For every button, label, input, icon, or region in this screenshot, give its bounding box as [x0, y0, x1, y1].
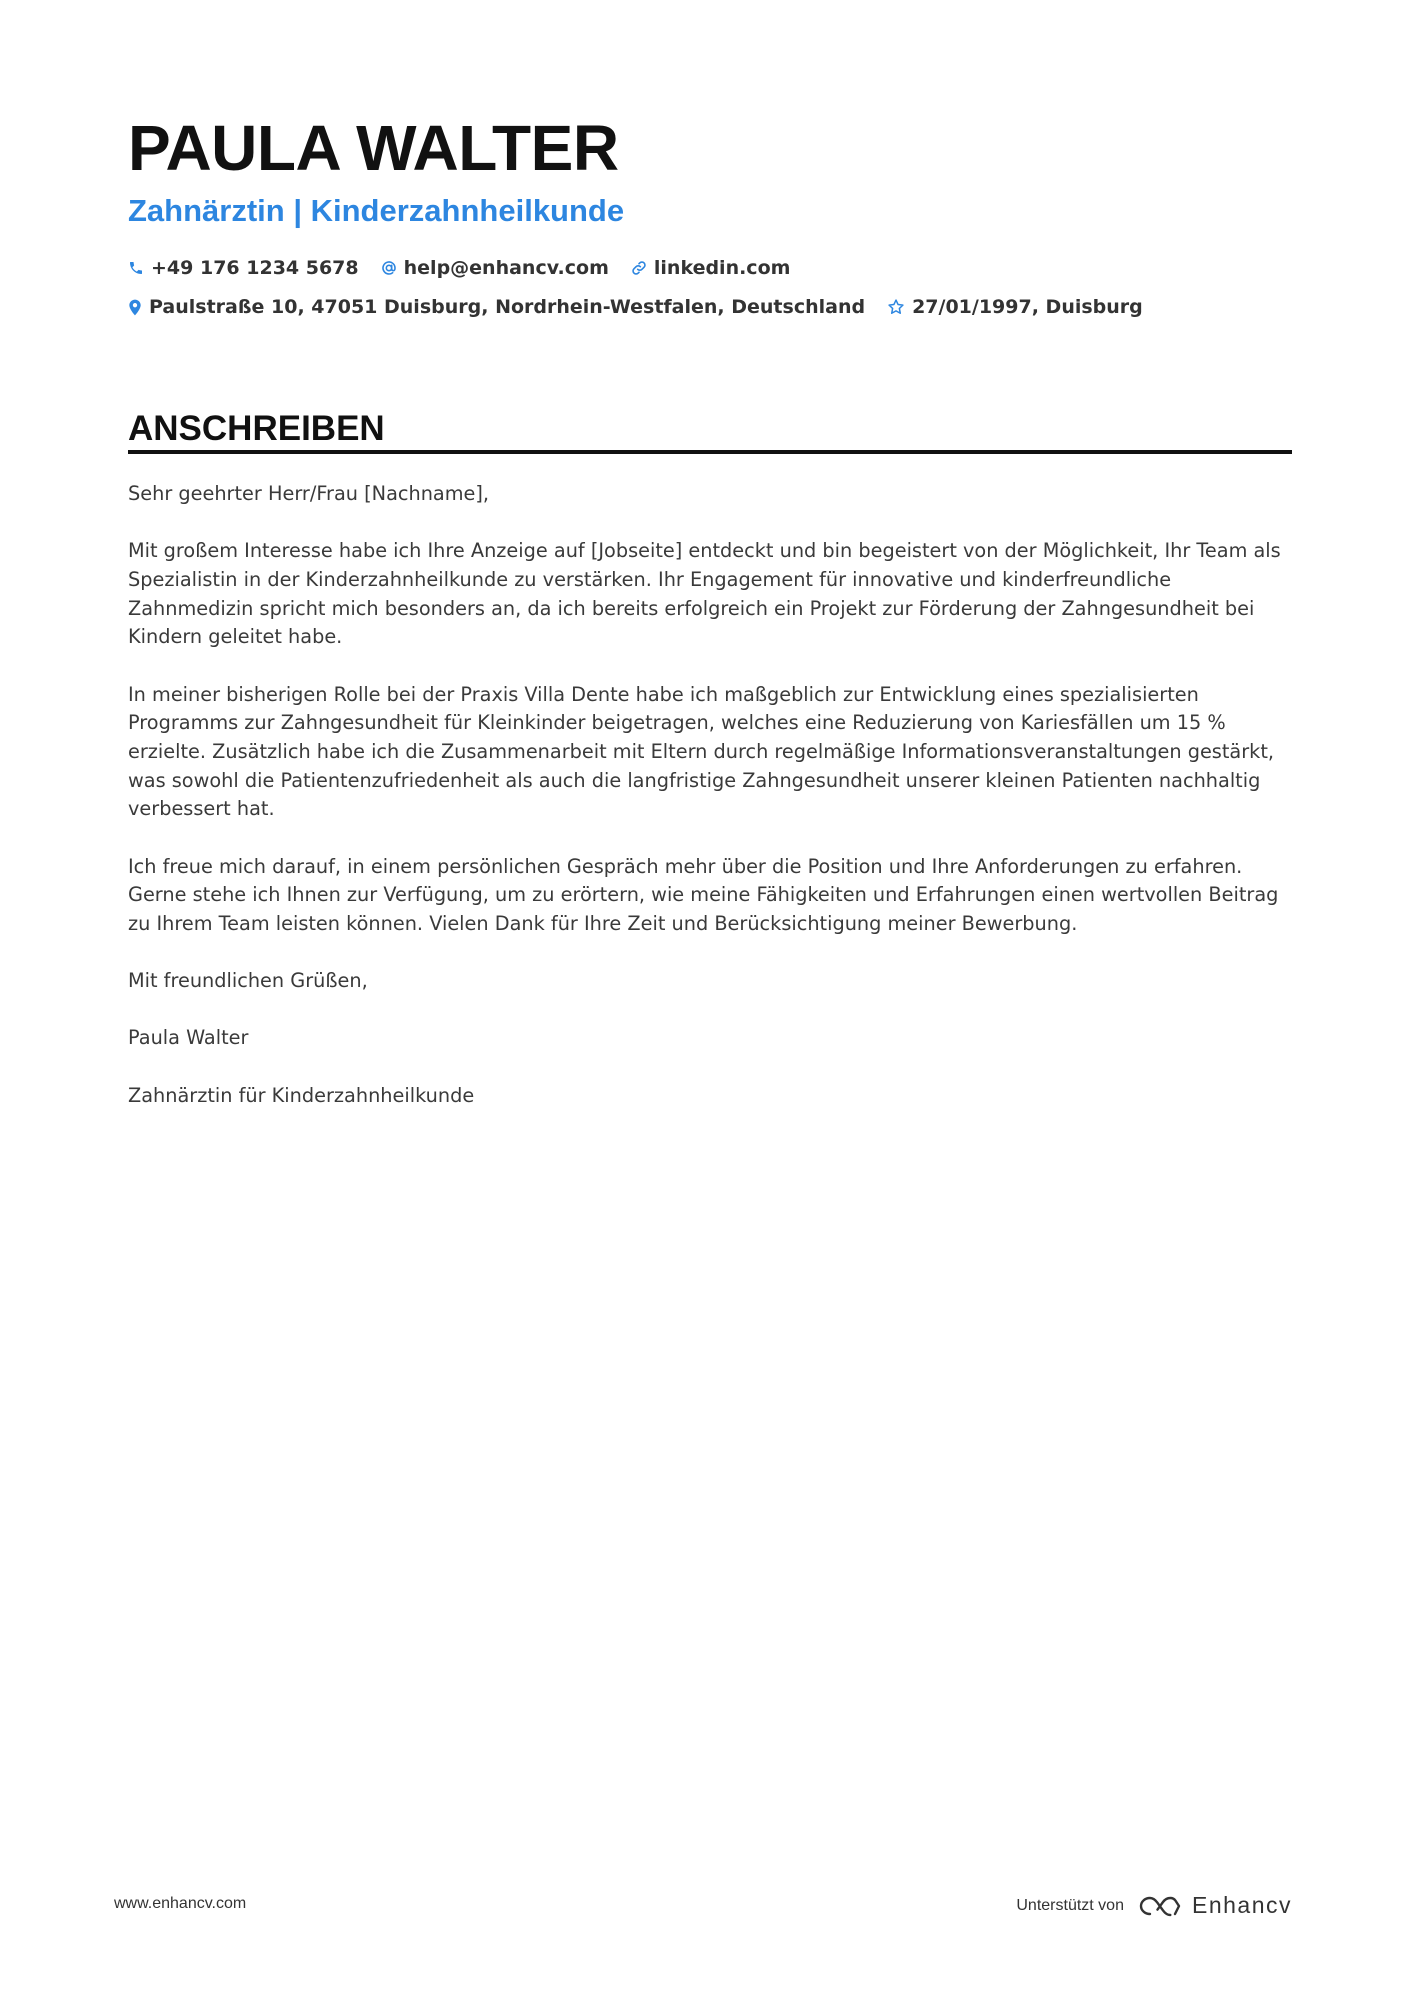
contact-row-2 [128, 294, 1165, 320]
letter-paragraph-3: Ich freue mich darauf, in einem persönlichen Gespräch mehr über die Position und Ihre Anforderungen zu erfahren. Gerne stehe ich Ihnen zur Verfügung, um zu erörtern, wie meine Fähigkeiten und Erfahrungen einen wertvollen Beitrag zu Ihrem Team leisten können. Vielen Dank für Ihre Zeit und Berücksichtigung meiner Bewerbung. [128, 854, 1279, 935]
letter-paragraph-1: Mit großem Interesse habe ich Ihre Anzeige auf [Jobseite] entdeckt und bin begeistert von der Möglichkeit, Ihr Team als Spezialistin in der Kinderzahnheilkunde zu verstärken. Ihr Engagement für innovative und kinderfreundliche Zahnmedizin spricht mich besonders an, da ich bereits erfolgreich ein Projekt zur Förderung der Zahngesundheit bei Kindern geleitet habe. [128, 539, 1281, 649]
letter-signature: Paula Walter [128, 1026, 249, 1050]
powered-by-text: Unterstützt von [1016, 1896, 1124, 1914]
phone-text: +49 176 1234 5678 [151, 257, 359, 279]
contact-address [128, 296, 865, 318]
link-icon [631, 260, 647, 276]
birth-text: 27/01/1997, Duisburg [912, 296, 1143, 318]
enhancv-logo-icon [1136, 1893, 1184, 1919]
phone-icon [128, 260, 144, 276]
footer-branding [1016, 1892, 1292, 1919]
contact-row-1 [128, 255, 812, 281]
location-pin-icon [128, 299, 142, 316]
footer-website[interactable]: www.enhancv.com [114, 1895, 247, 1912]
section-title: ANSCHREIBEN [128, 409, 385, 448]
section-divider [128, 450, 1292, 454]
enhancv-brand: Enhancv [1191, 1892, 1292, 1918]
email-link[interactable]: help@enhancv.com [403, 257, 609, 279]
letter-salutation: Sehr geehrter Herr/Frau [Nachname], [128, 482, 490, 505]
star-icon [887, 298, 905, 316]
at-icon [381, 260, 397, 276]
contact-linkedin[interactable] [631, 257, 791, 279]
candidate-role: Zahnärztin | Kinderzahnheilkunde [128, 193, 625, 228]
letter-closing: Mit freundlichen Grüßen, [128, 969, 368, 993]
contact-phone [128, 257, 359, 279]
address-text: Paulstraße 10, 47051 Duisburg, Nordrhein-Westfalen, Deutschland [149, 296, 866, 318]
contact-birth [887, 296, 1143, 318]
contact-email[interactable] [381, 257, 609, 279]
letter-signature-title: Zahnärztin für Kinderzahnheilkunde [128, 1083, 475, 1107]
candidate-name: PAULA WALTER [128, 112, 619, 184]
letter-paragraph-2: In meiner bisherigen Rolle bei der Praxis Villa Dente habe ich maßgeblich zur Entwicklung eines spezialisierten Programms zur Zahngesundheit für Kleinkinder beigetragen, welches eine Reduzierung von Kariesfällen um 15 % erzielte. Zusätzlich habe ich die Zusammenarbeit mit Eltern durch regelmäßige Informationsveranstaltungen gestärkt, was sowohl die Patientenzufriedenheit als auch die langfristige Zahngesundheit unserer kleinen Patienten nachhaltig verbessert hat. [128, 682, 1275, 821]
letter-body [128, 480, 1292, 1139]
linkedin-link[interactable]: linkedin.com [653, 257, 791, 279]
